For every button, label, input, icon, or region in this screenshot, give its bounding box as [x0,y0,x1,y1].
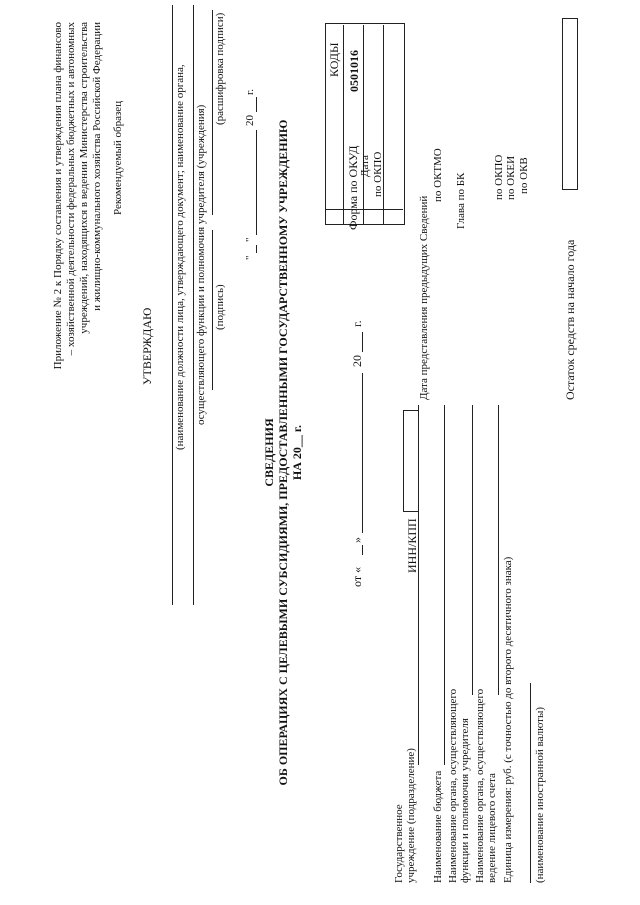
budget-line [444,405,445,765]
heading-line-2: ОБ ОПЕРАЦИЯХ С ЦЕЛЕВЫМИ СУБСИДИЯМИ, ПРЕДОСТАВЛЕННЫМИ ГОСУДАРСТВЕННОМУ УЧРЕЖДЕНИЮ [276,119,290,786]
institution-label-2: учреждение (подразделение) [405,748,417,883]
approve-day-line [256,245,257,253]
appendix-line-1: Приложение № 2 к Порядку составления и утверждения плана финансово [52,22,64,370]
official-line [172,5,173,605]
signature-caption: (подпись) [214,284,226,330]
prev-date-label: Дата представления предыдущих Сведений [418,195,430,400]
heading-line-1: СВЕДЕНИЯ [262,418,276,487]
codes-header: КОДЫ [327,42,341,77]
founder-label-2: функции и полномочия учредителя [459,718,471,883]
currency-caption: (наименование иностранной валюты) [534,707,546,883]
codes-row-1 [343,25,344,225]
date-year: 20 [350,355,364,367]
account-value-line [498,405,499,695]
okpo-label-1: по ОКПО [372,151,384,197]
approve-month-line [256,130,257,235]
decoding-caption: (расшифровка подписи) [214,12,226,125]
signature-line [212,230,213,390]
balance-field[interactable] [562,18,578,190]
founder-caption: осуществляющего функции и полномочия учредителя (учреждения) [195,104,207,425]
codes-row-2 [363,25,364,225]
official-caption: (наименование должности лица, утверждающего документ; наименование органа, [174,64,186,450]
form-code-value: 0501016 [347,50,361,92]
inn-kpp-field[interactable] [403,410,419,512]
okei-label: по ОКЕИ [505,155,517,200]
approve-date-quote-close: " [244,237,256,242]
approve-date-quote-open: " [244,255,256,260]
balance-label: Остаток средств на начало года [563,239,577,400]
date-year-line [362,332,363,352]
okud-label: Форма по ОКУД [346,145,360,230]
approve-date-suffix: г. [244,88,256,95]
appendix-line-4: и жилищно-коммунального хозяйства Российской Федерации [91,22,103,311]
date-label: Дата [359,155,371,177]
account-label-2: ведение лицевого счета [486,773,498,883]
date-from: от « [350,566,364,587]
date-month-line [362,373,363,533]
currency-line [530,683,531,883]
decoding-line [212,10,213,215]
approve-date-year: 20 [244,115,256,126]
codes-divider-1 [325,209,403,210]
founder-value-line [472,405,473,695]
appendix-line-2: – хозяйственной деятельности федеральных бюджетных и автономных [65,22,77,356]
founder-label-1: Наименование органа, осуществляющего [447,688,459,883]
budget-label: Наименование бюджета [432,770,444,883]
bk-label: Глава по БК [455,172,467,229]
recommended-sample: Рекомендуемый образец [112,100,124,215]
approve-title: УТВЕРЖДАЮ [140,307,154,385]
inn-kpp-label: ИНН/КПП [405,518,419,573]
heading-line-3: НА 20__ г. [290,424,304,481]
okv-label: по ОКВ [518,157,530,194]
oktmo-label: по ОКТМО [432,148,444,202]
approve-year-line [256,97,257,112]
okpo-label-2: по ОКПО [493,154,505,200]
date-close: » [350,537,364,543]
date-day-line [362,545,363,555]
founder-line [193,5,194,605]
date-suffix: г. [350,320,364,327]
appendix-line-3: учреждений, находящихся в ведении Министерства строительства [78,22,90,334]
institution-label-1: Государственное [393,804,405,883]
unit-label: Единица измерения: руб. (с точностью до второго десятичного знака) [502,556,514,883]
account-label-1: Наименование органа, осуществляющего [474,688,486,883]
